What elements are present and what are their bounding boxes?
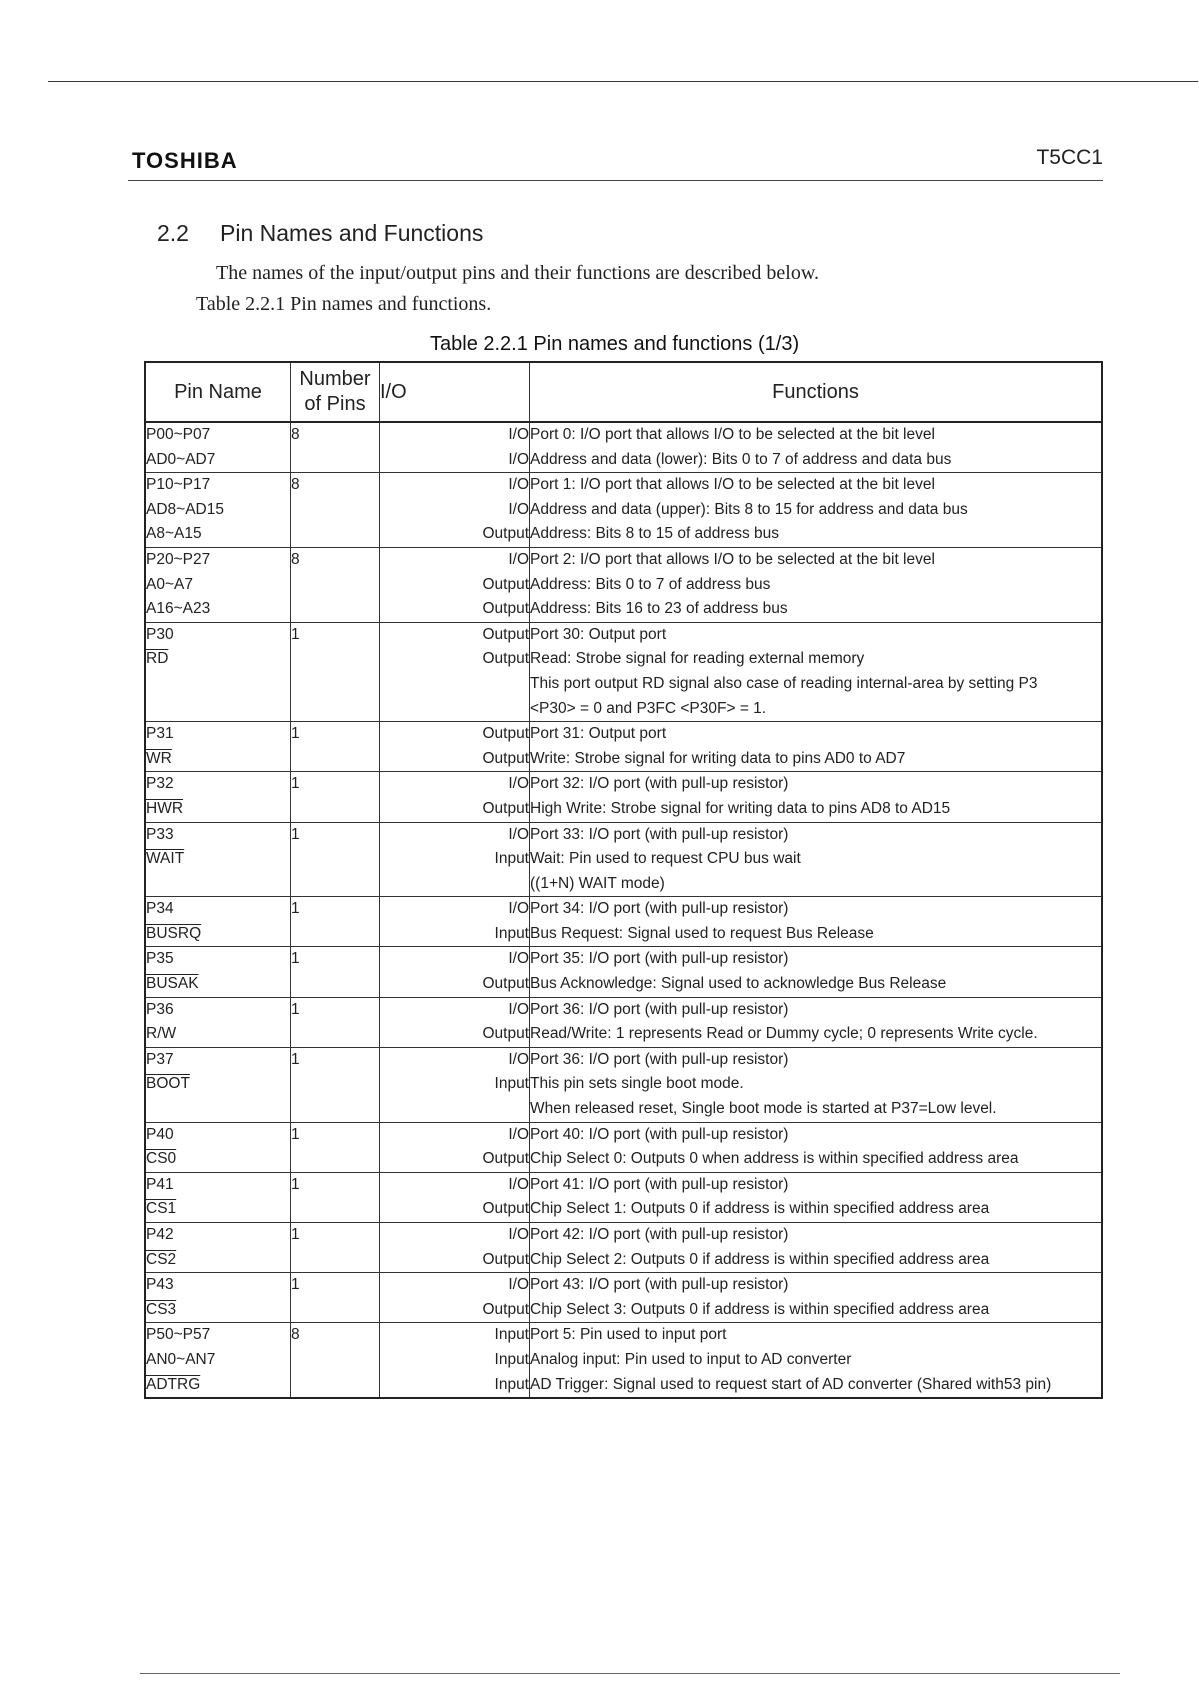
section-heading bbox=[157, 220, 483, 247]
pin-io-direction: I/O bbox=[508, 550, 529, 568]
table-header-row bbox=[145, 362, 1102, 422]
table-row bbox=[145, 1223, 1102, 1273]
pin-name: P30 bbox=[146, 625, 174, 643]
header-number-line-1: Number bbox=[299, 368, 371, 390]
pin-count-cell bbox=[291, 1172, 380, 1222]
pin-name-cell bbox=[145, 1122, 291, 1172]
pin-io-direction: I/O bbox=[508, 1125, 529, 1143]
pin-name: AD8~AD15 bbox=[146, 500, 224, 518]
pin-name: P40 bbox=[146, 1125, 174, 1143]
pin-count: 1 bbox=[291, 1050, 300, 1068]
pin-name-cell bbox=[145, 1323, 291, 1398]
pin-io-cell bbox=[380, 473, 530, 548]
pin-count-cell bbox=[291, 1273, 380, 1323]
pin-function-text: This pin sets single boot mode. bbox=[530, 1075, 744, 1093]
pin-count-cell bbox=[291, 947, 380, 997]
pin-name: P10~P17 bbox=[146, 476, 211, 494]
pin-count: 8 bbox=[291, 550, 300, 568]
table-row bbox=[145, 1047, 1102, 1122]
section-number: 2.2 bbox=[157, 220, 189, 246]
pin-count: 1 bbox=[291, 825, 300, 843]
pin-count-cell bbox=[291, 897, 380, 947]
header-functions: Functions bbox=[530, 362, 1103, 422]
header-io: I/O bbox=[380, 362, 530, 422]
pin-function-text: Port 33: I/O port (with pull-up resistor) bbox=[530, 825, 789, 843]
pin-count-cell bbox=[291, 722, 380, 772]
pin-name: CS3 bbox=[146, 1300, 177, 1318]
table-row bbox=[145, 772, 1102, 822]
pin-io-direction: Output bbox=[482, 749, 529, 767]
pin-io-direction: I/O bbox=[508, 1000, 529, 1018]
pin-io-cell bbox=[380, 547, 530, 622]
pin-io-direction: Output bbox=[482, 575, 529, 593]
pin-name: WAIT bbox=[146, 850, 185, 868]
pin-io-direction: Output bbox=[482, 650, 529, 668]
pin-functions-cell bbox=[530, 772, 1103, 822]
pin-name: P34 bbox=[146, 900, 174, 918]
pin-function-text: Port 34: I/O port (with pull-up resistor) bbox=[530, 900, 789, 918]
pin-function-text: Port 2: I/O port that allows I/O to be selected at the bit level bbox=[530, 550, 935, 568]
pin-io-direction: I/O bbox=[508, 450, 529, 468]
pin-function-text: Port 31: Output port bbox=[530, 725, 667, 743]
pin-function-text: Port 36: I/O port (with pull-up resistor) bbox=[530, 1050, 789, 1068]
pin-function-text: Port 42: I/O port (with pull-up resistor) bbox=[530, 1226, 789, 1243]
pin-name: $\overline{RD}$ bbox=[146, 650, 169, 668]
intro-text-line-2: Table 2.2.1 Pin names and functions. bbox=[196, 293, 492, 315]
pin-name: AD0~AD7 bbox=[146, 450, 216, 468]
pin-name: P33 bbox=[146, 825, 174, 843]
table-row bbox=[145, 473, 1102, 548]
table-row bbox=[145, 822, 1102, 897]
pin-table bbox=[144, 361, 1103, 1399]
pin-count: 8 bbox=[291, 476, 300, 494]
pin-function-text: Port 40: I/O port (with pull-up resistor) bbox=[530, 1125, 789, 1143]
header-number-of-pins bbox=[291, 362, 380, 422]
pin-name-cell bbox=[145, 422, 291, 473]
pin-io-cell bbox=[380, 422, 530, 473]
pin-name-cell bbox=[145, 1172, 291, 1222]
pin-count: 8 bbox=[291, 426, 300, 443]
pin-function-text: Chip Select 3: Outputs 0 if address is within specified address area bbox=[530, 1300, 990, 1318]
pin-name: BUSAK bbox=[146, 975, 199, 993]
pin-name: P32 bbox=[146, 775, 174, 793]
pin-name: CS0 bbox=[146, 1150, 177, 1168]
pin-function-text: Read/Write: 1 represents Read or Dummy cycle; 0 represents Write cycle. bbox=[530, 1025, 1038, 1043]
pin-name: $\overline{WR}$ bbox=[146, 749, 172, 767]
top-rule bbox=[48, 81, 1198, 82]
pin-name-cell bbox=[145, 722, 291, 772]
pin-name: P31 bbox=[146, 725, 174, 743]
pin-functions-cell bbox=[530, 947, 1103, 997]
pin-function-text: Port 36: I/O port (with pull-up resistor) bbox=[530, 1000, 789, 1018]
pin-name: BUSRQ bbox=[146, 924, 202, 942]
pin-functions-cell bbox=[530, 1047, 1103, 1122]
pin-count-cell bbox=[291, 997, 380, 1047]
pin-count-cell bbox=[291, 822, 380, 897]
pin-count: 1 bbox=[291, 775, 300, 793]
pin-name: P36 bbox=[146, 1000, 174, 1018]
pin-name: A8~A15 bbox=[146, 525, 202, 543]
pin-count-cell bbox=[291, 422, 380, 473]
pin-count: 1 bbox=[291, 900, 300, 918]
pin-functions-cell bbox=[530, 1172, 1103, 1222]
pin-io-cell bbox=[380, 722, 530, 772]
pin-function-text: Port 0: I/O port that allows I/O to be selected at the bit level bbox=[530, 426, 935, 443]
pin-name-cell bbox=[145, 1223, 291, 1273]
pin-name: P35 bbox=[146, 950, 174, 968]
pin-name: P37 bbox=[146, 1050, 174, 1068]
pin-count: 1 bbox=[291, 1125, 300, 1143]
pin-functions-cell bbox=[530, 1323, 1103, 1398]
pin-io-direction: Output bbox=[482, 525, 529, 543]
pin-name-cell bbox=[145, 947, 291, 997]
table-row bbox=[145, 997, 1102, 1047]
pin-name: P00~P07 bbox=[146, 426, 211, 443]
pin-io-direction: Output bbox=[482, 1150, 529, 1168]
pin-io-direction: I/O bbox=[508, 1175, 529, 1193]
pin-functions-cell bbox=[530, 897, 1103, 947]
pin-io-direction: Input bbox=[494, 1375, 529, 1393]
pin-function-text: ((1+N) WAIT mode) bbox=[530, 874, 665, 892]
pin-name: ADTRG bbox=[146, 1375, 201, 1393]
pin-functions-cell bbox=[530, 422, 1103, 473]
pin-io-cell bbox=[380, 1323, 530, 1398]
pin-io-direction: I/O bbox=[508, 1226, 529, 1243]
pin-function-text: Write: Strobe signal for writing data to pins AD0 to AD7 bbox=[530, 749, 906, 767]
pin-io-cell bbox=[380, 997, 530, 1047]
pin-io-direction: I/O bbox=[508, 1050, 529, 1068]
bottom-rule bbox=[140, 1673, 1120, 1674]
pin-name-cell bbox=[145, 547, 291, 622]
intro-text-line-1: The names of the input/output pins and their functions are described below. bbox=[216, 262, 819, 284]
pin-io-direction: I/O bbox=[508, 500, 529, 518]
pin-function-text: Port 5: Pin used to input port bbox=[530, 1326, 727, 1344]
pin-function-text: This port output RD signal also case of reading internal-area by setting P3 bbox=[530, 674, 1038, 692]
table-caption: Table 2.2.1 Pin names and functions (1/3) bbox=[430, 333, 800, 355]
pin-function-text: Bus Request: Signal used to request Bus Release bbox=[530, 924, 874, 942]
pin-name: A16~A23 bbox=[146, 600, 211, 618]
pin-count: 1 bbox=[291, 1226, 300, 1243]
pin-io-direction: I/O bbox=[508, 950, 529, 968]
pin-count-cell bbox=[291, 1047, 380, 1122]
pin-function-text: Address and data (lower): Bits 0 to 7 of address and data bus bbox=[530, 450, 952, 468]
pin-count: 1 bbox=[291, 625, 300, 643]
header-number-line-2: of Pins bbox=[304, 393, 366, 415]
pin-io-direction: Input bbox=[494, 1326, 529, 1344]
pin-io-direction: Output bbox=[482, 975, 529, 993]
pin-name: P50~P57 bbox=[146, 1326, 211, 1344]
pin-count: 1 bbox=[291, 725, 300, 743]
pin-function-text: Analog input: Pin used to input to AD converter bbox=[530, 1350, 852, 1368]
pin-name-cell bbox=[145, 1273, 291, 1323]
pin-function-text: Port 1: I/O port that allows I/O to be selected at the bit level bbox=[530, 476, 935, 494]
pin-function-text: Bus Acknowledge: Signal used to acknowledge Bus Release bbox=[530, 975, 947, 993]
pin-io-cell bbox=[380, 1223, 530, 1273]
pin-function-text: Port 35: I/O port (with pull-up resistor) bbox=[530, 950, 789, 968]
pin-name-cell bbox=[145, 897, 291, 947]
pin-name-cell bbox=[145, 822, 291, 897]
pin-count-cell bbox=[291, 622, 380, 721]
pin-count: 1 bbox=[291, 1000, 300, 1018]
pin-count-cell bbox=[291, 473, 380, 548]
table-row bbox=[145, 622, 1102, 721]
pin-name: P42 bbox=[146, 1226, 174, 1243]
pin-io-direction: Output bbox=[482, 625, 529, 643]
pin-io-direction: Input bbox=[494, 1075, 529, 1093]
pin-function-text: Address: Bits 0 to 7 of address bus bbox=[530, 575, 771, 593]
table-row bbox=[145, 422, 1102, 473]
pin-io-direction: I/O bbox=[508, 426, 529, 443]
table-row bbox=[145, 947, 1102, 997]
pin-functions-cell bbox=[530, 1223, 1103, 1273]
table-row bbox=[145, 1172, 1102, 1222]
pin-table-body bbox=[145, 422, 1102, 1398]
pin-io-cell bbox=[380, 1273, 530, 1323]
table-row bbox=[145, 897, 1102, 947]
pin-io-direction: I/O bbox=[508, 825, 529, 843]
page-header bbox=[128, 146, 1103, 181]
pin-functions-cell bbox=[530, 547, 1103, 622]
pin-io-cell bbox=[380, 822, 530, 897]
pin-name: CS1 bbox=[146, 1200, 177, 1218]
pin-name: P41 bbox=[146, 1175, 174, 1193]
pin-function-text: Address: Bits 8 to 15 of address bus bbox=[530, 525, 779, 543]
pin-io-direction: Output bbox=[482, 725, 529, 743]
pin-function-text: Port 32: I/O port (with pull-up resistor) bbox=[530, 775, 789, 793]
pin-io-direction: Output bbox=[482, 799, 529, 817]
pin-count-cell bbox=[291, 1323, 380, 1398]
pin-function-text: <P30> = 0 and P3FC <P30F> = 1. bbox=[530, 699, 767, 717]
pin-name: AN0~AN7 bbox=[146, 1350, 216, 1368]
pin-functions-cell bbox=[530, 1122, 1103, 1172]
brand-logo: TOSHIBA bbox=[132, 148, 238, 173]
pin-name: P43 bbox=[146, 1276, 174, 1294]
pin-io-direction: Input bbox=[494, 924, 529, 942]
pin-functions-cell bbox=[530, 473, 1103, 548]
pin-name-cell bbox=[145, 997, 291, 1047]
pin-io-cell bbox=[380, 622, 530, 721]
pin-io-cell bbox=[380, 1122, 530, 1172]
pin-io-direction: I/O bbox=[508, 775, 529, 793]
pin-io-cell bbox=[380, 897, 530, 947]
pin-name: P20~P27 bbox=[146, 550, 211, 568]
pin-name: CS2 bbox=[146, 1250, 177, 1268]
pin-functions-cell bbox=[530, 622, 1103, 721]
pin-io-direction: I/O bbox=[508, 900, 529, 918]
pin-function-text: Read: Strobe signal for reading external memory bbox=[530, 650, 865, 668]
pin-function-text: When released reset, Single boot mode is started at P37=Low level. bbox=[530, 1100, 997, 1118]
pin-function-text: Port 41: I/O port (with pull-up resistor) bbox=[530, 1175, 789, 1193]
pin-name: $\overline{HWR}$ bbox=[146, 799, 184, 817]
pin-io-direction: Output bbox=[482, 600, 529, 618]
pin-name-cell bbox=[145, 1047, 291, 1122]
pin-function-text: Port 43: I/O port (with pull-up resistor) bbox=[530, 1276, 789, 1294]
pin-functions-cell bbox=[530, 722, 1103, 772]
pin-name-cell bbox=[145, 772, 291, 822]
pin-count: 1 bbox=[291, 1175, 300, 1193]
document-id: T5CC1 bbox=[1036, 146, 1103, 169]
pin-io-direction: Input bbox=[494, 1350, 529, 1368]
pin-name: R/W bbox=[146, 1025, 177, 1043]
table-row bbox=[145, 1323, 1102, 1398]
pin-function-text: Address and data (upper): Bits 8 to 15 for address and data bus bbox=[530, 500, 968, 518]
table-row bbox=[145, 1273, 1102, 1323]
pin-function-text: Address: Bits 16 to 23 of address bus bbox=[530, 600, 788, 618]
pin-function-text: Chip Select 1: Outputs 0 if address is within specified address area bbox=[530, 1200, 990, 1218]
pin-io-direction: Input bbox=[494, 850, 529, 868]
pin-function-text: Wait: Pin used to request CPU bus wait bbox=[530, 850, 801, 868]
pin-count: 1 bbox=[291, 1276, 300, 1294]
pin-function-text: AD Trigger: Signal used to request start of AD converter (Shared with53 pin) bbox=[530, 1375, 1052, 1393]
pin-count-cell bbox=[291, 772, 380, 822]
table-row bbox=[145, 722, 1102, 772]
pin-io-direction: Output bbox=[482, 1300, 529, 1318]
pin-count-cell bbox=[291, 1223, 380, 1273]
pin-functions-cell bbox=[530, 1273, 1103, 1323]
pin-io-direction: Output bbox=[482, 1025, 529, 1043]
table-row bbox=[145, 547, 1102, 622]
pin-io-direction: Output bbox=[482, 1200, 529, 1218]
pin-count-cell bbox=[291, 1122, 380, 1172]
pin-name-cell bbox=[145, 622, 291, 721]
pin-function-text: Chip Select 0: Outputs 0 when address is within specified address area bbox=[530, 1150, 1019, 1168]
pin-functions-cell bbox=[530, 822, 1103, 897]
table-row bbox=[145, 1122, 1102, 1172]
pin-io-direction: I/O bbox=[508, 1276, 529, 1294]
pin-io-direction: I/O bbox=[508, 476, 529, 494]
pin-io-cell bbox=[380, 1047, 530, 1122]
pin-io-cell bbox=[380, 1172, 530, 1222]
header-pin-name: Pin Name bbox=[145, 362, 291, 422]
pin-name: A0~A7 bbox=[146, 575, 193, 593]
pin-name-cell bbox=[145, 473, 291, 548]
pin-count: 8 bbox=[291, 1326, 300, 1344]
pin-count-cell bbox=[291, 547, 380, 622]
pin-functions-cell bbox=[530, 997, 1103, 1047]
section-title: Pin Names and Functions bbox=[220, 220, 484, 246]
pin-name: BOOT bbox=[146, 1075, 190, 1093]
pin-io-direction: Output bbox=[482, 1250, 529, 1268]
pin-io-cell bbox=[380, 947, 530, 997]
pin-io-cell bbox=[380, 772, 530, 822]
pin-function-text: High Write: Strobe signal for writing data to pins AD8 to AD15 bbox=[530, 799, 951, 817]
pin-function-text: Chip Select 2: Outputs 0 if address is within specified address area bbox=[530, 1250, 990, 1268]
pin-count: 1 bbox=[291, 950, 300, 968]
pin-function-text: Port 30: Output port bbox=[530, 625, 667, 643]
